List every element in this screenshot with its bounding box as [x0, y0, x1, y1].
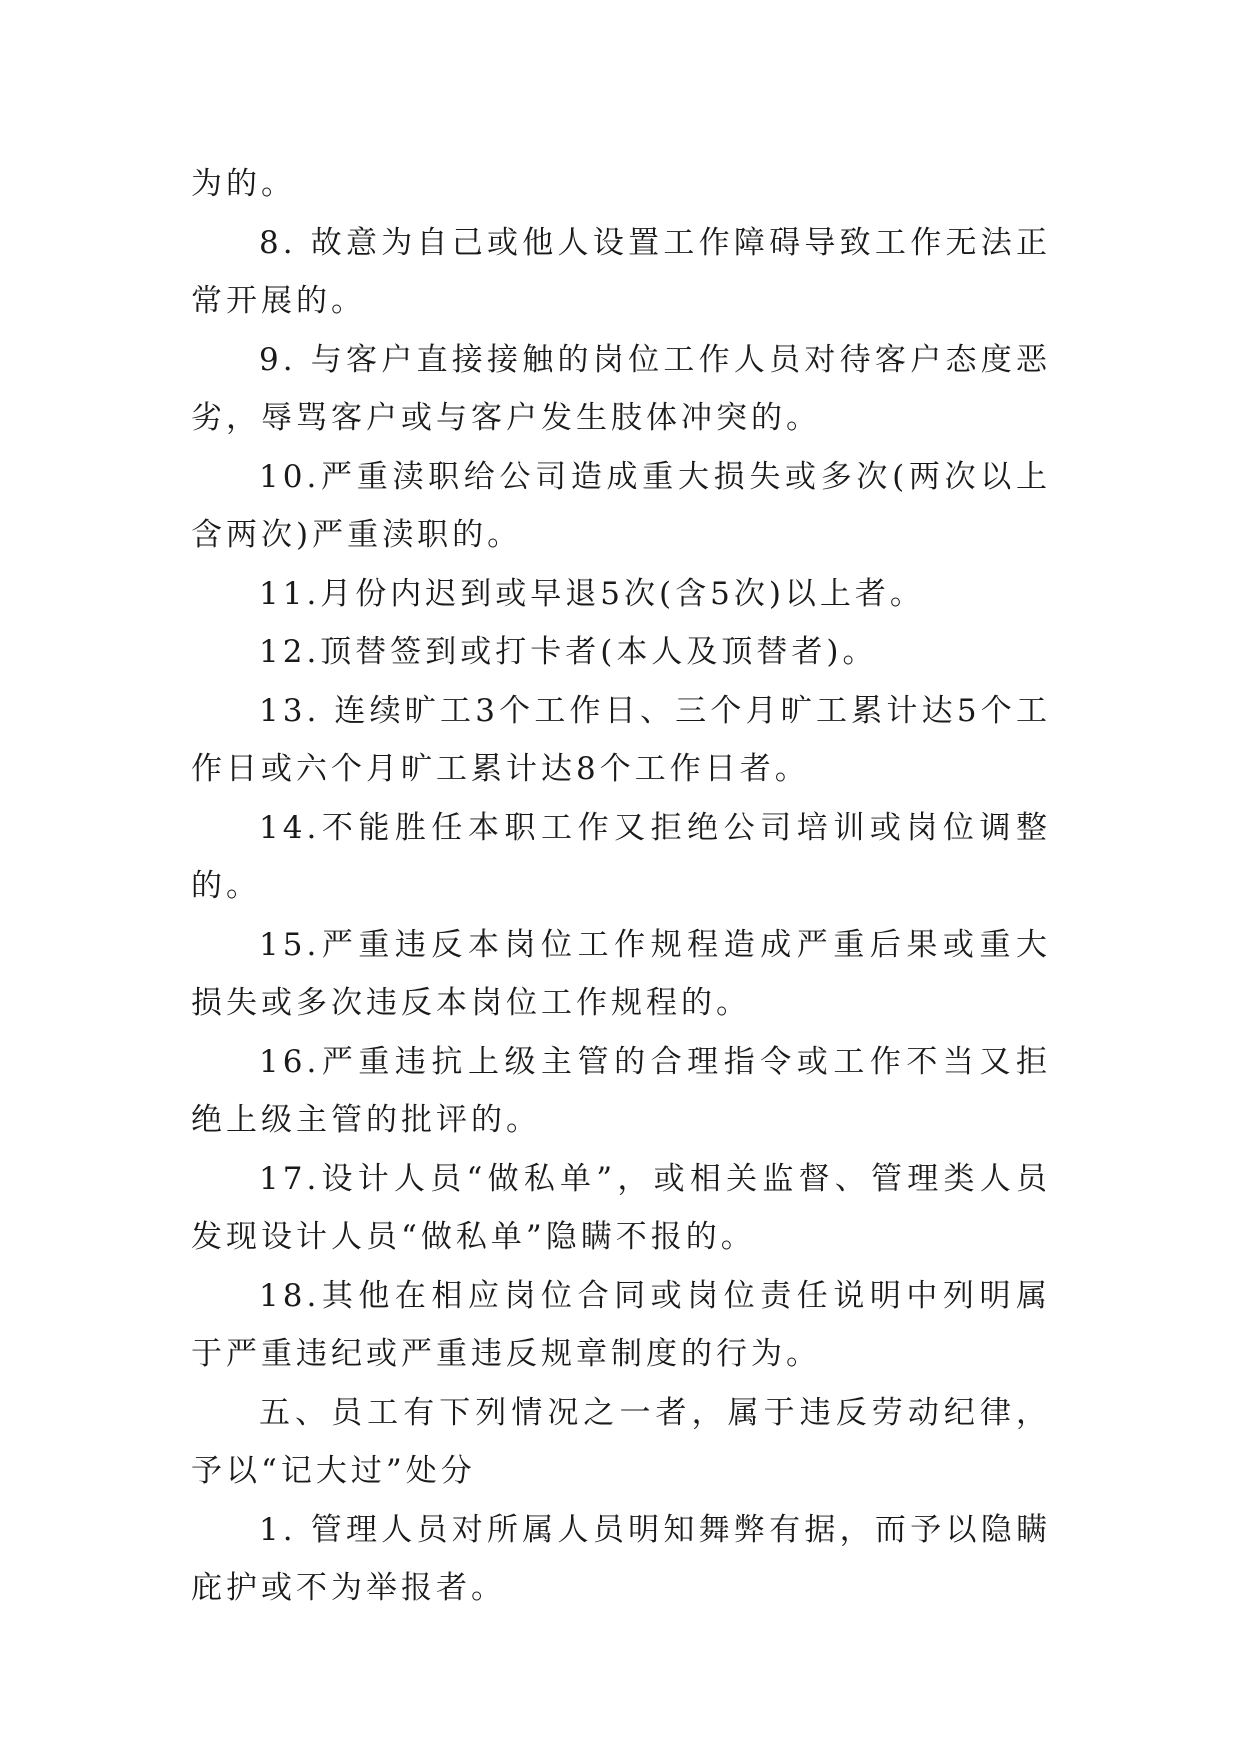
paragraph-continuation: 为的。 [191, 166, 296, 202]
paragraph-item-12: 12.顶替签到或打卡者(本人及顶替者)。 [259, 634, 878, 670]
paragraph-item-11: 11.月份内迟到或早退5次(含5次)以上者。 [259, 575, 925, 612]
paragraph-item-10: 10.严重渎职给公司造成重大损失或多次(两次以上含两次)严重渎职的。 [191, 458, 1051, 553]
paragraph-item-15: 15.严重违反本岗位工作规程造成严重后果或重大损失或多次违反本岗位工作规程的。 [191, 926, 1051, 1021]
paragraph-item-16: 16.严重违抗上级主管的合理指令或工作不当又拒绝上级主管的批评的。 [191, 1043, 1051, 1138]
paragraph-item-13: 13. 连续旷工3个工作日、三个月旷工累计达5个工作日或六个月旷工累计达8个工作日者。 [191, 692, 1051, 787]
document-body [191, 155, 1051, 1618]
paragraph-item-17: 17.设计人员“做私单”，或相关监督、管理类人员发现设计人员“做私单”隐瞒不报的。 [191, 1160, 1051, 1255]
paragraph-item-9: 9. 与客户直接接触的岗位工作人员对待客户态度恶劣，辱骂客户或与客户发生肢体冲突的。 [191, 341, 1051, 436]
paragraph-item-14: 14.不能胜任本职工作又拒绝公司培训或岗位调整的。 [191, 809, 1051, 904]
paragraph-item-18: 18.其他在相应岗位合同或岗位责任说明中列明属于严重违纪或严重违反规章制度的行为。 [191, 1277, 1051, 1372]
paragraph-item-8: 8. 故意为自己或他人设置工作障碍导致工作无法正常开展的。 [191, 224, 1051, 319]
section-heading-5: 五、员工有下列情况之一者，属于违反劳动纪律，予以“记大过”处分 [191, 1394, 1051, 1489]
paragraph-item-1: 1. 管理人员对所属人员明知舞弊有据，而予以隐瞒庇护或不为举报者。 [191, 1511, 1051, 1606]
